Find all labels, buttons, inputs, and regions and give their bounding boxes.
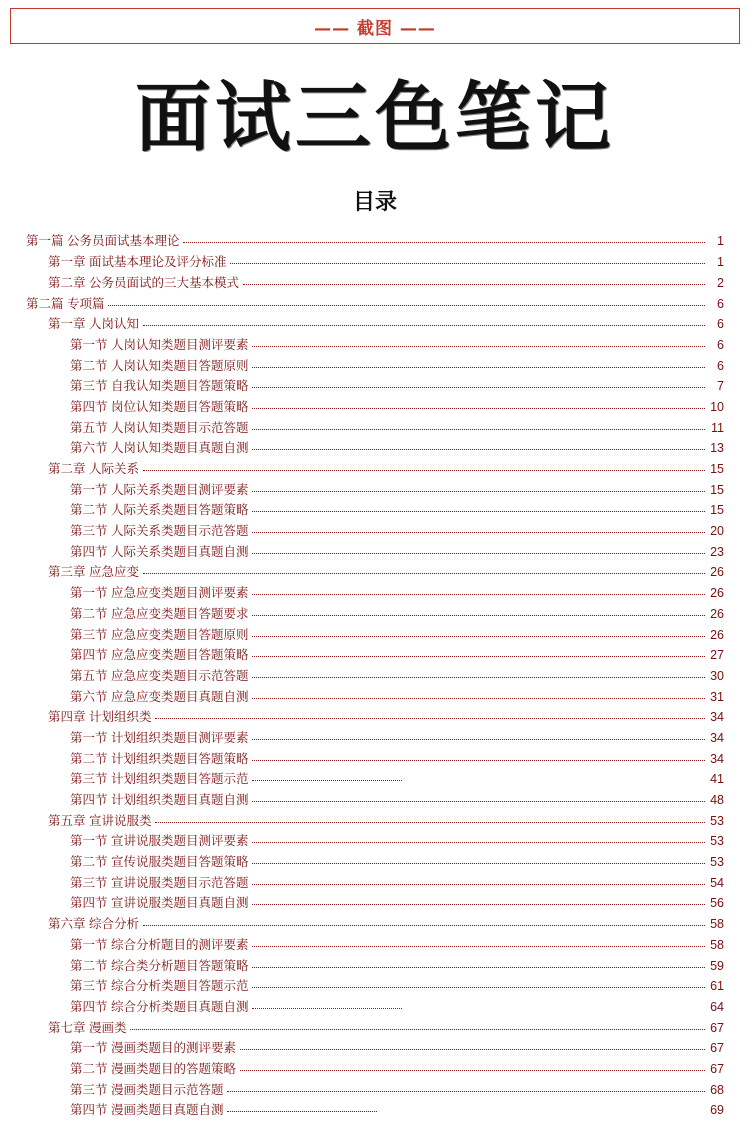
toc-leader-dots (252, 335, 705, 347)
toc-entry-label: 第五章 宣讲说服类 (48, 813, 152, 828)
toc-leader-dots (183, 231, 705, 243)
toc-entry-page: 6 (717, 296, 724, 311)
toc-entry-label: 第二节 应急应变类题目答题要求 (70, 606, 249, 621)
toc-heading: 目录 (352, 189, 397, 216)
toc-leader-dots (252, 625, 705, 637)
toc-leader-dots (108, 294, 705, 306)
toc-entry-page: 53 (710, 834, 724, 849)
toc-entry-page: 11 (711, 420, 724, 435)
toc-entry-label: 第二篇 专项篇 (26, 296, 105, 311)
toc-entry-label: 第五节 人岗认知类题目示范答题 (70, 420, 249, 435)
toc-entry-page: 13 (710, 441, 724, 456)
toc-entry-label: 第一节 人岗认知类题目测评要素 (70, 337, 249, 352)
toc-entry-page: 10 (710, 399, 724, 414)
toc-entry[interactable] (26, 520, 724, 541)
toc-leader-dots (240, 1059, 705, 1071)
toc-leader-dots (230, 252, 705, 264)
toc-entry-page: 68 (710, 1082, 724, 1097)
toc-leader-dots (252, 418, 705, 430)
toc-leader-dots (143, 314, 705, 326)
toc-entry-label: 第一章 人岗认知 (48, 317, 139, 332)
page-title: 面试三色笔记 (135, 73, 615, 162)
toc-entry[interactable] (26, 292, 724, 313)
toc-entry-page: 64 (710, 999, 724, 1014)
toc-entry-page: 41 (710, 772, 724, 787)
toc-entry-page: 34 (710, 751, 724, 766)
toc-entry-label: 第一章 面试基本理论及评分标准 (48, 255, 227, 270)
toc-entry-page: 20 (710, 524, 724, 539)
toc-leader-dots (227, 1100, 377, 1112)
toc-entry-page: 26 (710, 586, 724, 601)
toc-entry[interactable] (26, 872, 724, 893)
toc-entry[interactable] (26, 1099, 724, 1120)
toc-entry-page: 2 (717, 275, 724, 290)
toc-leader-dots (252, 583, 705, 595)
toc-entry-page: 6 (717, 317, 724, 332)
toc-entry[interactable] (26, 1079, 724, 1100)
toc-entry-label: 第一节 综合分析题目的测评要素 (70, 937, 249, 952)
toc-entry-page: 58 (710, 917, 724, 932)
toc-entry-page: 15 (710, 503, 724, 518)
toc-entry-label: 第六章 综合分析 (48, 917, 139, 932)
toc-entry[interactable] (26, 417, 724, 438)
toc-leader-dots (252, 376, 705, 388)
toc-entry-label: 第四节 综合分析类题目真题自测 (70, 999, 249, 1014)
toc-entry-label: 第二节 综合类分析题目答题策略 (70, 958, 249, 973)
screenshot-banner (10, 8, 740, 44)
toc-entry[interactable] (26, 768, 724, 789)
toc-entry-page: 6 (717, 337, 724, 352)
toc-leader-dots (252, 769, 402, 781)
toc-entry-label: 第一节 宣讲说服类题目测评要素 (70, 834, 249, 849)
toc-leader-dots (143, 459, 705, 471)
toc-entry-page: 67 (710, 1020, 724, 1035)
toc-entry-label: 第二章 公务员面试的三大基本模式 (48, 275, 239, 290)
toc-entry[interactable] (26, 644, 724, 665)
toc-entry-page: 34 (710, 730, 724, 745)
toc-entry[interactable] (26, 913, 724, 934)
toc-leader-dots (143, 914, 705, 926)
toc-entry-label: 第二节 宣传说服类题目答题策略 (70, 855, 249, 870)
toc-leader-dots (252, 831, 705, 843)
toc-entry-label: 第四章 计划组织类 (48, 710, 152, 725)
toc-entry[interactable] (26, 437, 724, 458)
toc-entry[interactable] (26, 975, 724, 996)
toc-leader-dots (252, 480, 705, 492)
toc-leader-dots (252, 438, 705, 450)
toc-leader-dots (240, 1038, 705, 1050)
toc-leader-dots (252, 852, 705, 864)
toc-leader-dots (252, 397, 705, 409)
toc-entry[interactable] (26, 458, 724, 479)
toc-entry-label: 第三节 综合分析类题目答题示范 (70, 979, 249, 994)
toc-entry[interactable] (26, 251, 724, 272)
toc-entry-label: 第四节 宣讲说服类题目真题自测 (70, 896, 249, 911)
document-page (0, 8, 750, 1130)
toc-entry-page: 31 (710, 689, 724, 704)
toc-entry[interactable] (26, 396, 724, 417)
toc-entry-page: 67 (710, 1061, 724, 1076)
toc-entry[interactable] (26, 1037, 724, 1058)
toc-entry-label: 第三节 宣讲说服类题目示范答题 (70, 875, 249, 890)
toc-entry-label: 第二节 人岗认知类题目答题原则 (70, 358, 249, 373)
toc-entry-page: 1 (717, 255, 724, 270)
toc-entry-page: 26 (710, 627, 724, 642)
toc-leader-dots (252, 749, 705, 761)
toc-entry-page: 54 (710, 875, 724, 890)
toc-entry[interactable] (26, 272, 724, 293)
toc-entry[interactable] (26, 479, 724, 500)
toc-entry[interactable] (26, 996, 724, 1017)
toc-entry-page: 61 (710, 979, 724, 994)
toc-leader-dots (252, 997, 402, 1009)
table-of-contents (26, 230, 724, 1120)
toc-entry-label: 第一节 人际关系类题目测评要素 (70, 482, 249, 497)
toc-entry[interactable] (26, 623, 724, 644)
toc-entry-label: 第二节 漫画类题目的答题策略 (70, 1061, 236, 1076)
toc-entry-label: 第一篇 公务员面试基本理论 (26, 234, 180, 249)
toc-entry-label: 第二节 计划组织类题目答题策略 (70, 751, 249, 766)
toc-entry-page: 26 (710, 606, 724, 621)
toc-entry-page: 6 (717, 358, 724, 373)
toc-entry[interactable] (26, 954, 724, 975)
toc-entry-page: 48 (710, 793, 724, 808)
toc-entry-page: 53 (710, 855, 724, 870)
toc-entry-label: 第四节 人际关系类题目真题自测 (70, 544, 249, 559)
toc-entry[interactable] (26, 1017, 724, 1038)
toc-entry[interactable] (26, 375, 724, 396)
toc-entry[interactable] (26, 355, 724, 376)
toc-entry[interactable] (26, 541, 724, 562)
toc-entry-page: 1 (717, 234, 724, 249)
toc-leader-dots (252, 935, 705, 947)
toc-leader-dots (243, 273, 705, 285)
toc-entry[interactable] (26, 706, 724, 727)
toc-entry[interactable] (26, 334, 724, 355)
toc-entry-label: 第三节 漫画类题目示范答题 (70, 1082, 224, 1097)
toc-entry-label: 第三章 应急应变 (48, 565, 139, 580)
toc-leader-dots (130, 1018, 705, 1030)
toc-entry-page: 59 (710, 958, 724, 973)
toc-leader-dots (227, 1080, 705, 1092)
toc-entry[interactable] (26, 789, 724, 810)
toc-entry[interactable] (26, 230, 724, 251)
toc-entry-page: 27 (710, 648, 724, 663)
toc-leader-dots (252, 521, 705, 533)
toc-leader-dots (252, 728, 705, 740)
toc-entry[interactable] (26, 665, 724, 686)
toc-entry[interactable] (26, 686, 724, 707)
toc-entry[interactable] (26, 892, 724, 913)
toc-entry-page: 69 (710, 1103, 724, 1118)
banner-label: —— 截图 —— (314, 18, 436, 39)
toc-entry-label: 第四节 应急应变类题目答题策略 (70, 648, 249, 663)
toc-entry-label: 第一节 应急应变类题目测评要素 (70, 586, 249, 601)
toc-leader-dots (252, 687, 705, 699)
toc-leader-dots (252, 542, 705, 554)
toc-entry-page: 30 (710, 668, 724, 683)
toc-entry-label: 第四节 岗位认知类题目答题策略 (70, 399, 249, 414)
toc-entry-page: 56 (710, 896, 724, 911)
toc-entry-page: 67 (710, 1041, 724, 1056)
toc-entry[interactable] (26, 727, 724, 748)
toc-entry[interactable] (26, 499, 724, 520)
toc-entry[interactable] (26, 582, 724, 603)
toc-entry-label: 第二章 人际关系 (48, 462, 139, 477)
toc-entry[interactable] (26, 830, 724, 851)
toc-leader-dots (252, 500, 705, 512)
toc-leader-dots (252, 666, 705, 678)
toc-entry-label: 第六节 人岗认知类题目真题自测 (70, 441, 249, 456)
toc-entry-label: 第一节 漫画类题目的测评要素 (70, 1041, 236, 1056)
toc-leader-dots (252, 645, 705, 657)
toc-entry-page: 53 (710, 813, 724, 828)
toc-leader-dots (252, 356, 705, 368)
toc-entry[interactable] (26, 810, 724, 831)
toc-entry[interactable] (26, 851, 724, 872)
toc-entry[interactable] (26, 313, 724, 334)
toc-entry-page: 15 (710, 482, 724, 497)
toc-entry-page: 23 (710, 544, 724, 559)
toc-entry[interactable] (26, 561, 724, 582)
toc-entry-label: 第四节 计划组织类题目真题自测 (70, 793, 249, 808)
toc-leader-dots (155, 811, 705, 823)
toc-entry-page: 15 (710, 462, 724, 477)
toc-leader-dots (155, 707, 705, 719)
toc-entry[interactable] (26, 603, 724, 624)
toc-entry-label: 第二节 人际关系类题目答题策略 (70, 503, 249, 518)
toc-entry-label: 第四节 漫画类题目真题自测 (70, 1103, 224, 1118)
toc-leader-dots (252, 976, 705, 988)
toc-entry-label: 第三节 计划组织类题目答题示范 (70, 772, 249, 787)
toc-leader-dots (252, 790, 705, 802)
toc-entry-page: 7 (717, 379, 724, 394)
toc-entry-label: 第六节 应急应变类题目真题自测 (70, 689, 249, 704)
toc-entry-page: 34 (710, 710, 724, 725)
toc-entry[interactable] (26, 934, 724, 955)
toc-leader-dots (143, 562, 705, 574)
toc-leader-dots (252, 956, 705, 968)
toc-leader-dots (252, 604, 705, 616)
toc-entry-label: 第五节 应急应变类题目示范答题 (70, 668, 249, 683)
toc-leader-dots (252, 893, 705, 905)
toc-entry-label: 第三节 应急应变类题目答题原则 (70, 627, 249, 642)
toc-entry-label: 第一节 计划组织类题目测评要素 (70, 730, 249, 745)
toc-entry-label: 第三节 人际关系类题目示范答题 (70, 524, 249, 539)
toc-entry-page: 58 (710, 937, 724, 952)
toc-leader-dots (252, 873, 705, 885)
toc-entry[interactable] (26, 1058, 724, 1079)
toc-entry-label: 第三节 自我认知类题目答题策略 (70, 379, 249, 394)
toc-entry-label: 第七章 漫画类 (48, 1020, 127, 1035)
toc-entry[interactable] (26, 748, 724, 769)
toc-entry-page: 26 (710, 565, 724, 580)
